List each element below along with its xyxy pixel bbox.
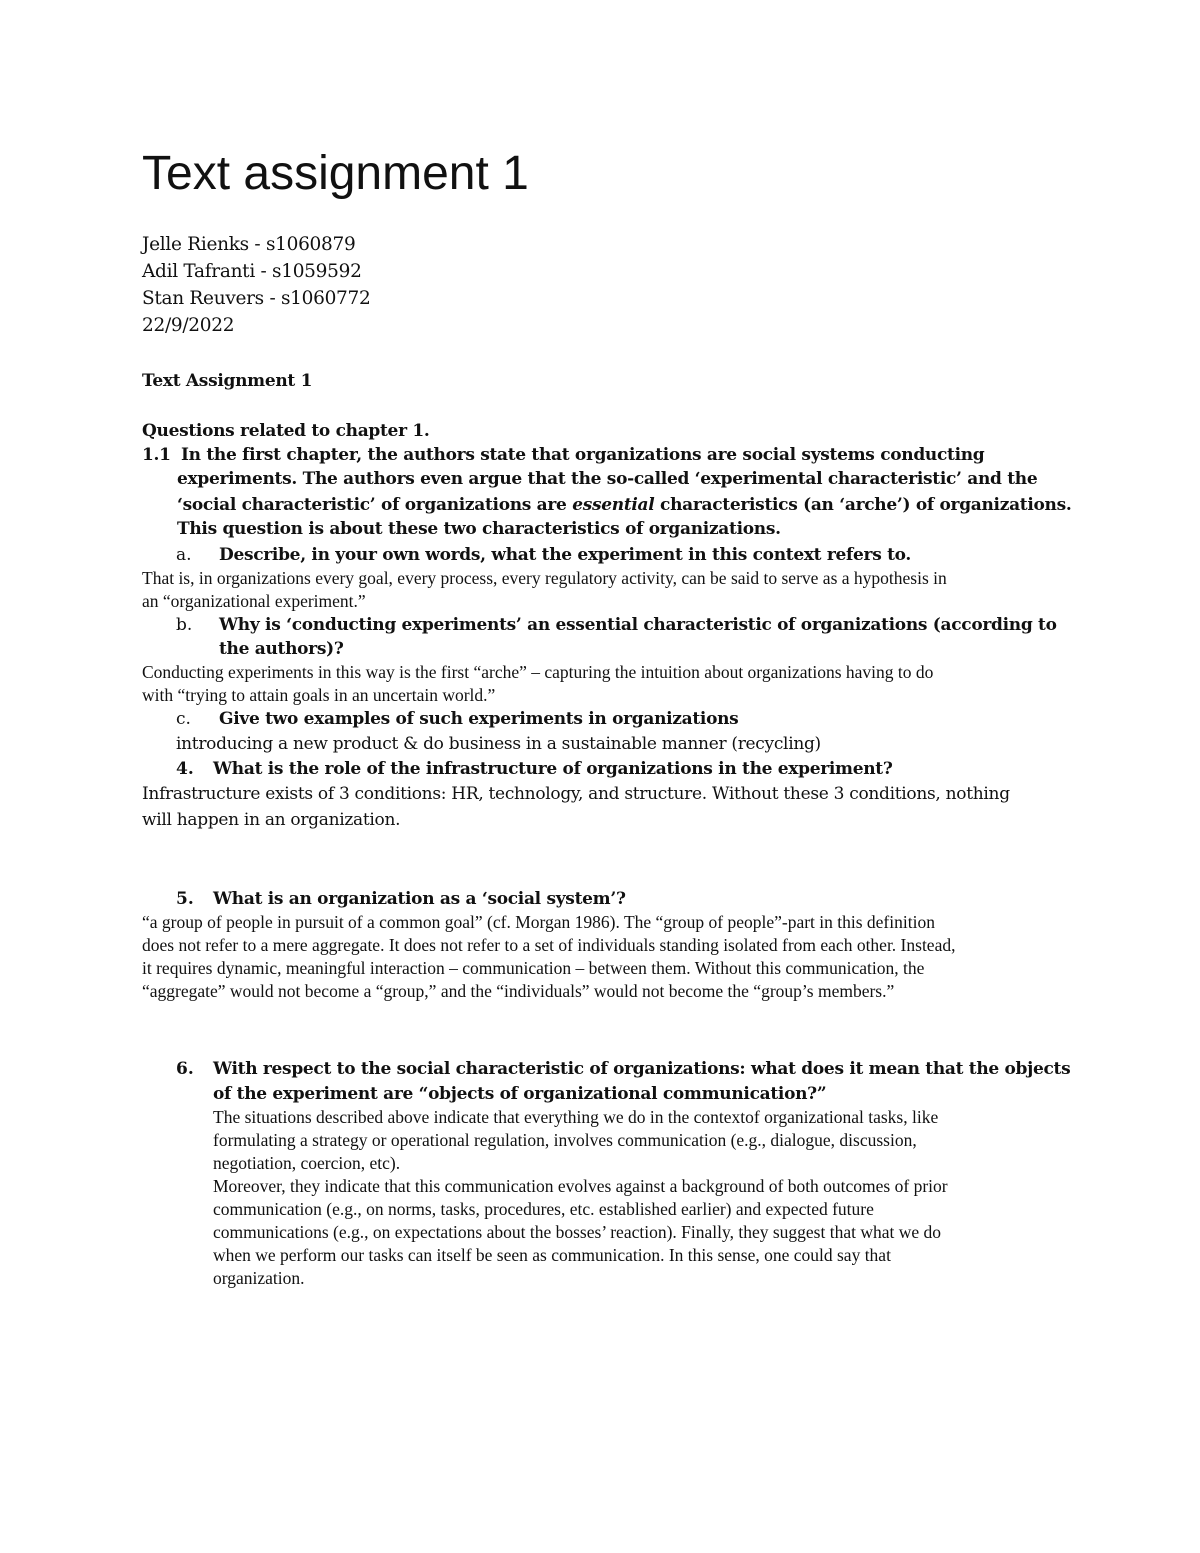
assignment-subtitle: Text Assignment 1 bbox=[142, 371, 313, 391]
answer-6-line: The situations described above indicate that everything we do in the contextof organizational tasks, like bbox=[213, 1107, 939, 1127]
answer-6-line: when we perform our tasks can itself be seen as communication. In this sense, one could say that bbox=[213, 1245, 891, 1265]
answer-6-line: communication (e.g., on norms, tasks, procedures, etc. established earlier) and expected future bbox=[213, 1199, 874, 1219]
question-1-1-number: 1.1 bbox=[142, 445, 171, 465]
author-1: Jelle Rienks - s1060879 bbox=[142, 234, 356, 255]
author-2: Adil Tafranti - s1059592 bbox=[142, 261, 362, 282]
answer-5-line: “aggregate” would not become a “group,” and the “individuals” would not become the “group’s members.” bbox=[142, 981, 895, 1001]
question-1-1-line: ‘social characteristic’ of organizations are essential characteristics (an ‘arche’) of organizations. bbox=[177, 495, 1072, 515]
list-marker: b. bbox=[176, 615, 193, 635]
answer-b-line: Conducting experiments in this way is the first “arche” – capturing the intuition about organizations having to do bbox=[142, 662, 934, 682]
question-6-line: of the experiment are “objects of organizational communication?” bbox=[213, 1084, 827, 1104]
answer-6-line: Moreover, they indicate that this communication evolves against a background of both outcomes of prior bbox=[213, 1176, 948, 1196]
answer-a-line: an “organizational experiment.” bbox=[142, 591, 366, 611]
question-b-line: the authors)? bbox=[219, 639, 344, 659]
question-b-line: Why is ‘conducting experiments’ an essential characteristic of organizations (according to bbox=[219, 615, 1057, 635]
document-date: 22/9/2022 bbox=[142, 315, 235, 336]
list-marker: c. bbox=[176, 709, 191, 729]
question-1-1-line: experiments. The authors even argue that the so-called ‘experimental characteristic’ and the bbox=[177, 469, 1038, 489]
answer-4-line: Infrastructure exists of 3 conditions: HR, technology, and structure. Without these 3 conditions, nothing bbox=[142, 784, 1010, 804]
list-marker: a. bbox=[176, 545, 192, 565]
answer-b-line: with “trying to attain goals in an uncertain world.” bbox=[142, 685, 496, 705]
answer-6-line: organization. bbox=[213, 1268, 305, 1288]
question-5: What is an organization as a ‘social system’? bbox=[213, 889, 626, 909]
list-marker: 4. bbox=[176, 759, 194, 779]
answer-6-line: negotiation, coercion, etc). bbox=[213, 1153, 401, 1173]
answer-a-line: That is, in organizations every goal, every process, every regulatory activity, can be said to serve as a hypothesis in bbox=[142, 568, 947, 588]
question-1-1-line: This question is about these two characteristics of organizations. bbox=[177, 519, 781, 539]
question-4: What is the role of the infrastructure of organizations in the experiment? bbox=[213, 759, 893, 779]
list-marker: 6. bbox=[176, 1059, 194, 1079]
answer-5-line: it requires dynamic, meaningful interaction – communication – between them. Without this communication, the bbox=[142, 958, 925, 978]
author-3: Stan Reuvers - s1060772 bbox=[142, 288, 371, 309]
question-1-1-line: In the first chapter, the authors state that organizations are social systems conducting bbox=[181, 445, 985, 465]
list-marker: 5. bbox=[176, 889, 194, 909]
section-heading: Questions related to chapter 1. bbox=[142, 421, 430, 441]
question-a: Describe, in your own words, what the experiment in this context refers to. bbox=[219, 545, 912, 565]
question-6-line: With respect to the social characteristic of organizations: what does it mean that the objects bbox=[213, 1059, 1071, 1079]
answer-4-line: will happen in an organization. bbox=[142, 810, 401, 830]
question-c: Give two examples of such experiments in organizations bbox=[219, 709, 739, 729]
answer-c: introducing a new product & do business in a sustainable manner (recycling) bbox=[176, 734, 821, 754]
answer-5-line: does not refer to a mere aggregate. It does not refer to a set of individuals standing isolated from each other. Instead, bbox=[142, 935, 956, 955]
document-title: Text assignment 1 bbox=[142, 147, 529, 200]
answer-5-line: “a group of people in pursuit of a common goal” (cf. Morgan 1986). The “group of people”-part in this definition bbox=[142, 912, 935, 932]
answer-6-line: formulating a strategy or operational regulation, involves communication (e.g., dialogue, discussion, bbox=[213, 1130, 917, 1150]
answer-6-line: communications (e.g., on expectations about the bosses’ reaction). Finally, they suggest that what we do bbox=[213, 1222, 942, 1242]
